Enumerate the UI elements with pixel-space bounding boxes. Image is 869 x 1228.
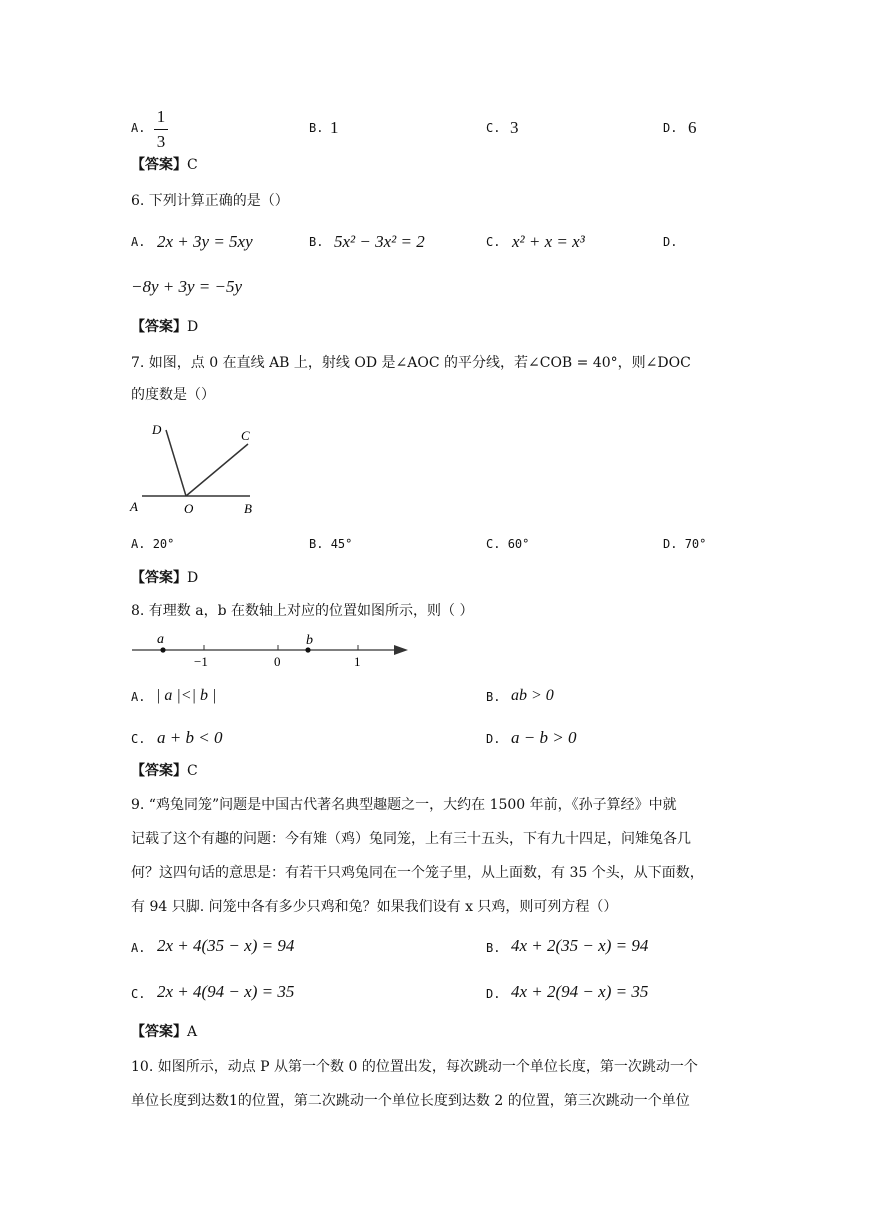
q7-stem-line2: 的度数是（） (131, 387, 215, 403)
q8-option-d-label: D. (486, 732, 501, 746)
q9-option-d-value: 4x + 2(94 − x) = 35 (511, 982, 649, 1001)
tick-label-0: 0 (274, 654, 281, 669)
q8-stem: 8. 有理数 a，b 在数轴上对应的位置如图所示，则（ ） (131, 603, 474, 619)
q8-number-line (128, 632, 418, 674)
q5-option-d-value: 6 (688, 118, 697, 137)
fraction-bar (154, 129, 168, 130)
q5-option-a-fraction (154, 107, 168, 152)
answer-bracket: 【答案】 (131, 319, 187, 335)
q5-answer (131, 158, 198, 172)
q6-option-c-value: x² + x = x³ (512, 232, 585, 251)
q8-option-b-value: ab > 0 (511, 687, 554, 704)
q5-option-c-value: 3 (510, 118, 519, 137)
q8-option-a-value: | a |<| b | (156, 687, 217, 704)
label-a: A (130, 499, 138, 514)
q10-line-1: 10. 如图所示，动点 P 从第一个数 0 的位置出发，每次跳动一个单位长度，第一次跳动一个 (131, 1059, 698, 1075)
ray-od (166, 430, 186, 496)
q9-line-1: 9. “鸡兔同笼”问题是中国古代著名典型趣题之一，大约在 1500 年前，《孙子算经》中就 (131, 797, 677, 813)
q10-line-2: 单位长度到达数1的位置，第二次跳动一个单位长度到达数 2 的位置，第三次跳动一个单位 (131, 1093, 690, 1109)
point-b (305, 647, 310, 652)
q9-answer (131, 1025, 197, 1039)
q9-line-3: 何？这四句话的意思是：有若干只鸡兔同在一个笼子里，从上面数，有 35 个头，从下面数， (131, 865, 704, 881)
q8-option-a-label: A. (131, 690, 146, 704)
q9-option-a-label: A. (131, 941, 146, 955)
q6-stem: 6. 下列计算正确的是（） (131, 193, 289, 209)
q9-line-2: 记载了这个有趣的问题：今有雉（鸡）兔同笼，上有三十五头，下有九十四足，问雉兔各几 (131, 831, 691, 847)
q7-answer (131, 571, 198, 585)
q8-option-c-value: a + b < 0 (157, 728, 223, 747)
q9-option-b-value: 4x + 2(35 − x) = 94 (511, 936, 649, 955)
q7-option-c: C. 60° (486, 537, 530, 551)
answer-bracket: 【答案】 (131, 157, 187, 173)
q8-option-b-label: B. (486, 690, 501, 704)
q7-option-b: B. 45° (309, 537, 353, 551)
q6-option-d-value: −8y + 3y = −5y (131, 277, 243, 296)
arrow-head-icon (394, 645, 408, 655)
q8-option-d-value: a − b > 0 (511, 728, 577, 747)
label-b: b (306, 633, 313, 648)
q9-option-b-label: B. (486, 941, 501, 955)
q9-option-c-label: C. (131, 987, 146, 1001)
tick-label-neg1: −1 (194, 654, 208, 669)
q5-option-d-label: D. (663, 121, 678, 135)
q7-stem-line1: 7. 如图，点 0 在直线 AB 上，射线 OD 是∠AOC 的平分线，若∠COB = 40°，则∠DOC (131, 355, 691, 371)
q6-option-a-value: 2x + 3y = 5xy (157, 232, 253, 251)
q6-option-b-value: 5x² − 3x² = 2 (334, 232, 425, 251)
answer-value: D (187, 570, 199, 586)
q7-option-d: D. 70° (663, 537, 707, 551)
answer-bracket: 【答案】 (131, 570, 187, 586)
label-d: D (152, 422, 162, 437)
tick-label-1: 1 (354, 654, 361, 669)
label-b: B (244, 501, 252, 516)
q5-option-a-denominator: 3 (156, 132, 166, 151)
answer-value: A (187, 1024, 198, 1040)
answer-bracket: 【答案】 (131, 763, 187, 779)
ray-oc (186, 444, 248, 496)
answer-bracket: 【答案】 (131, 1024, 187, 1040)
q9-option-c-value: 2x + 4(94 − x) = 35 (157, 982, 295, 1001)
answer-value: C (187, 157, 198, 173)
q6-option-d-label: D. (663, 235, 678, 249)
label-o: O (184, 501, 194, 516)
q5-option-a-numerator: 1 (156, 107, 166, 126)
answer-value: D (187, 319, 199, 335)
q9-option-d-label: D. (486, 987, 501, 1001)
q9-option-a-value: 2x + 4(35 − x) = 94 (157, 936, 295, 955)
q9-line-4: 有 94 只脚. 问笼中各有多少只鸡和兔？如果我们设有 x 只鸡，则可列方程（） (131, 899, 618, 915)
q5-option-a-label: A. (131, 121, 146, 135)
q5-option-b-value: 1 (330, 118, 339, 137)
q7-angle-figure (128, 418, 268, 518)
q6-option-a-label: A. (131, 235, 146, 249)
q5-option-c-label: C. (486, 121, 501, 135)
q6-answer (131, 320, 198, 334)
label-a: a (157, 632, 164, 647)
label-c: C (241, 428, 250, 443)
point-a (160, 647, 165, 652)
answer-value: C (187, 763, 198, 779)
q7-option-a: A. 20° (131, 537, 175, 551)
q8-option-c-label: C. (131, 732, 146, 746)
q5-option-b-label: B. (309, 121, 324, 135)
q6-option-b-label: B. (309, 235, 324, 249)
q8-answer (131, 764, 198, 778)
q6-option-c-label: C. (486, 235, 501, 249)
